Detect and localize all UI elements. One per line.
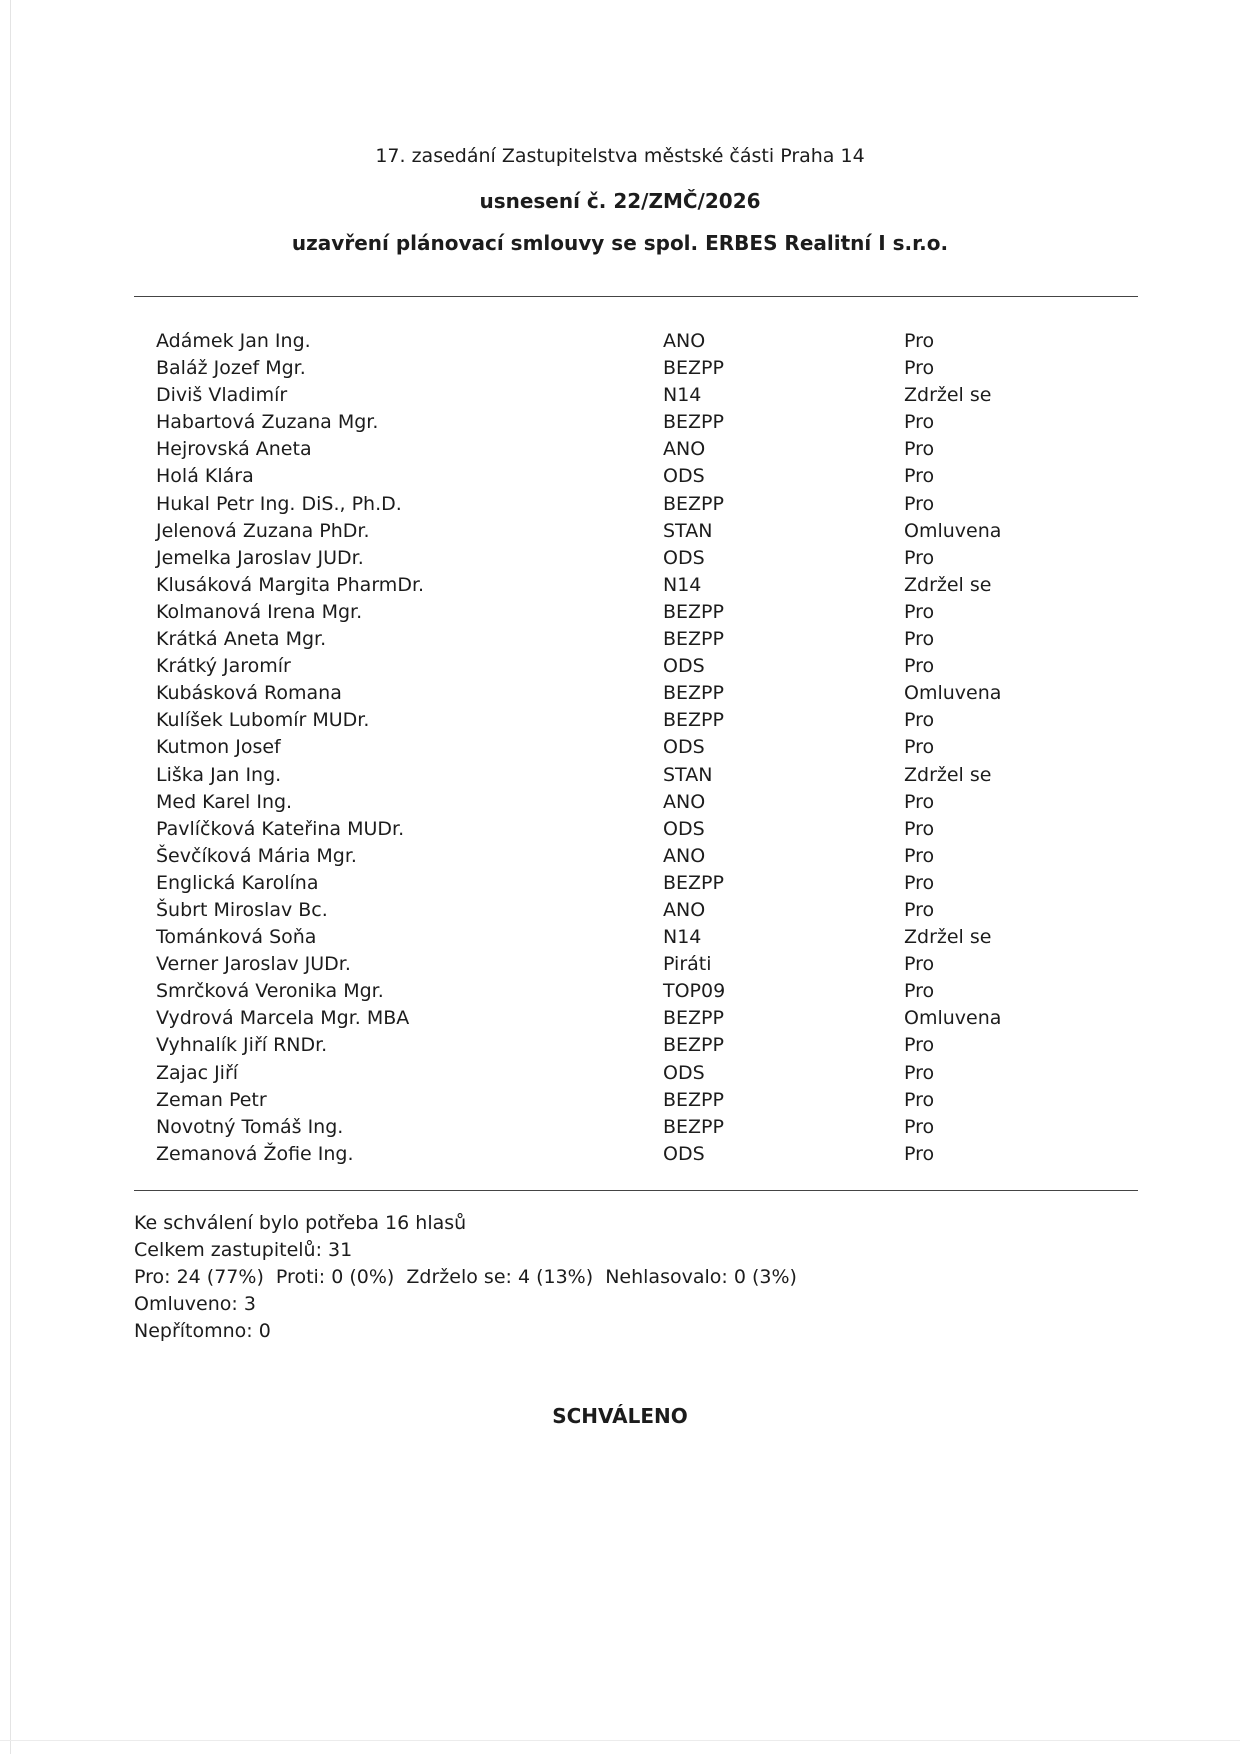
member-party: ODS	[663, 465, 705, 488]
member-name: Hukal Petr Ing. DiS., Ph.D.	[156, 492, 402, 515]
table-row	[156, 978, 1056, 1005]
table-row	[156, 870, 1056, 897]
summary-tally: Pro: 24 (77%) Proti: 0 (0%) Zdrželo se: 4 (13%) Nehlasovalo: 0 (3%)	[134, 1266, 797, 1288]
member-vote: Pro	[904, 492, 935, 515]
member-vote: Pro	[904, 790, 935, 813]
member-name: Krátká Aneta Mgr.	[156, 628, 327, 651]
member-party: ODS	[663, 1142, 705, 1165]
member-name: Klusáková Margita PharmDr.	[156, 573, 425, 596]
member-party: ODS	[663, 546, 705, 569]
table-row	[156, 897, 1056, 924]
member-party: ODS	[663, 1061, 705, 1084]
member-party: N14	[663, 926, 702, 949]
member-party: BEZPP	[663, 600, 724, 623]
table-row	[156, 328, 1056, 355]
member-name: Ševčíková Mária Mgr.	[156, 844, 357, 867]
member-name: Med Karel Ing.	[156, 790, 293, 813]
member-name: Pavlíčková Kateřina MUDr.	[156, 817, 405, 840]
member-name: Habartová Zuzana Mgr.	[156, 411, 379, 434]
member-name: Jelenová Zuzana PhDr.	[156, 519, 370, 542]
member-party: BEZPP	[663, 1007, 724, 1030]
member-name: Liška Jan Ing.	[156, 763, 282, 786]
member-vote: Pro	[904, 1088, 935, 1111]
member-party: ANO	[663, 898, 706, 921]
member-name: Kutmon Josef	[156, 736, 281, 759]
table-row	[156, 382, 1056, 409]
scan-edge-left	[10, 0, 11, 1754]
member-name: Novotný Tomáš Ing.	[156, 1115, 344, 1138]
member-vote: Pro	[904, 844, 935, 867]
member-name: Tománková Soňa	[156, 926, 317, 949]
member-party: ODS	[663, 736, 705, 759]
member-party: Piráti	[663, 953, 712, 976]
member-party: N14	[663, 384, 702, 407]
member-name: Vyhnalík Jiří RNDr.	[156, 1034, 328, 1057]
table-row	[156, 518, 1056, 545]
table-row	[156, 1114, 1056, 1141]
summary-required-votes: Ke schválení bylo potřeba 16 hlasů	[134, 1212, 467, 1234]
table-row	[156, 626, 1056, 653]
member-party: ODS	[663, 655, 705, 678]
member-name: Holá Klára	[156, 465, 254, 488]
member-vote: Pro	[904, 411, 935, 434]
member-name: Krátký Jaromír	[156, 655, 291, 678]
member-vote: Pro	[904, 898, 935, 921]
member-vote: Pro	[904, 357, 935, 380]
member-party: ANO	[663, 330, 706, 352]
member-name: Smrčková Veronika Mgr.	[156, 980, 384, 1003]
table-row	[156, 816, 1056, 843]
member-vote: Pro	[904, 438, 935, 461]
divider-top	[134, 296, 1138, 297]
table-row	[156, 491, 1056, 518]
member-vote: Pro	[904, 546, 935, 569]
table-row	[156, 355, 1056, 382]
member-vote: Pro	[904, 953, 935, 976]
member-name: Baláž Jozef Mgr.	[156, 357, 306, 380]
table-row	[156, 1060, 1056, 1087]
scan-edge-bottom	[0, 1740, 1240, 1741]
member-vote: Pro	[904, 1061, 935, 1084]
member-party: STAN	[663, 519, 713, 542]
summary-excused: Omluveno: 3	[134, 1293, 256, 1315]
summary-total-members: Celkem zastupitelů: 31	[134, 1239, 353, 1261]
member-party: TOP09	[663, 980, 726, 1003]
member-vote: Pro	[904, 330, 935, 352]
member-name: Zemanová Žofie Ing.	[156, 1142, 354, 1165]
member-vote: Pro	[904, 980, 935, 1003]
table-row	[156, 1141, 1056, 1168]
table-row	[156, 1032, 1056, 1059]
summary-absent: Nepřítomno: 0	[134, 1320, 271, 1342]
resolution-number: usnesení č. 22/ZMČ/2026	[479, 189, 761, 213]
table-row	[156, 680, 1056, 707]
table-row	[156, 599, 1056, 626]
result-status: SCHVÁLENO	[552, 1404, 688, 1428]
member-name: Zeman Petr	[156, 1088, 267, 1111]
table-row	[156, 734, 1056, 761]
member-name: Diviš Vladimír	[156, 384, 288, 407]
table-row	[156, 1005, 1056, 1032]
member-name: Kolmanová Irena Mgr.	[156, 600, 363, 623]
member-party: ANO	[663, 790, 706, 813]
member-party: ANO	[663, 844, 706, 867]
member-party: BEZPP	[663, 492, 724, 515]
vote-table	[156, 328, 1056, 1168]
member-party: BEZPP	[663, 871, 724, 894]
member-party: BEZPP	[663, 357, 724, 380]
meeting-title: 17. zasedání Zastupitelstva městské části Praha 14	[375, 145, 865, 167]
member-vote: Pro	[904, 1034, 935, 1057]
resolution-subject: uzavření plánovací smlouvy se spol. ERBES Realitní I s.r.o.	[291, 231, 949, 255]
member-vote: Omluvena	[904, 1007, 1002, 1030]
table-row	[156, 653, 1056, 680]
member-vote: Pro	[904, 600, 935, 623]
divider-bottom	[134, 1190, 1138, 1191]
table-row	[156, 707, 1056, 734]
member-vote: Pro	[904, 736, 935, 759]
member-party: BEZPP	[663, 1088, 724, 1111]
member-party: BEZPP	[663, 1115, 724, 1138]
table-row	[156, 572, 1056, 599]
table-row	[156, 1087, 1056, 1114]
vote-summary	[134, 1210, 797, 1345]
table-row	[156, 762, 1056, 789]
member-vote: Pro	[904, 817, 935, 840]
member-vote: Zdržel se	[904, 384, 992, 407]
member-name: Vydrová Marcela Mgr. MBA	[156, 1007, 410, 1030]
member-name: Hejrovská Aneta	[156, 438, 312, 461]
member-vote: Pro	[904, 1115, 935, 1138]
table-row	[156, 789, 1056, 816]
member-vote: Pro	[904, 628, 935, 651]
member-vote: Pro	[904, 465, 935, 488]
member-vote: Pro	[904, 1142, 935, 1165]
member-name: Jemelka Jaroslav JUDr.	[156, 546, 364, 569]
member-party: N14	[663, 573, 702, 596]
member-vote: Zdržel se	[904, 926, 992, 949]
member-party: BEZPP	[663, 709, 724, 732]
table-row	[156, 924, 1056, 951]
member-name: Kubásková Romana	[156, 682, 342, 705]
table-row	[156, 951, 1056, 978]
member-vote: Zdržel se	[904, 573, 992, 596]
member-party: STAN	[663, 763, 713, 786]
member-name: Kulíšek Lubomír MUDr.	[156, 709, 370, 732]
table-row	[156, 436, 1056, 463]
table-row	[156, 843, 1056, 870]
member-party: BEZPP	[663, 682, 724, 705]
member-party: BEZPP	[663, 1034, 724, 1057]
member-party: ODS	[663, 817, 705, 840]
member-name: Zajac Jiří	[156, 1061, 239, 1084]
member-party: BEZPP	[663, 628, 724, 651]
member-vote: Omluvena	[904, 682, 1002, 705]
member-vote: Pro	[904, 871, 935, 894]
member-name: Englická Karolína	[156, 871, 319, 894]
member-name: Šubrt Miroslav Bc.	[156, 898, 328, 921]
member-vote: Omluvena	[904, 519, 1002, 542]
member-vote: Pro	[904, 655, 935, 678]
member-name: Adámek Jan Ing.	[156, 330, 311, 352]
table-row	[156, 463, 1056, 490]
member-party: BEZPP	[663, 411, 724, 434]
member-name: Verner Jaroslav JUDr.	[156, 953, 351, 976]
member-vote: Zdržel se	[904, 763, 992, 786]
member-party: ANO	[663, 438, 706, 461]
table-row	[156, 409, 1056, 436]
member-vote: Pro	[904, 709, 935, 732]
table-row	[156, 545, 1056, 572]
